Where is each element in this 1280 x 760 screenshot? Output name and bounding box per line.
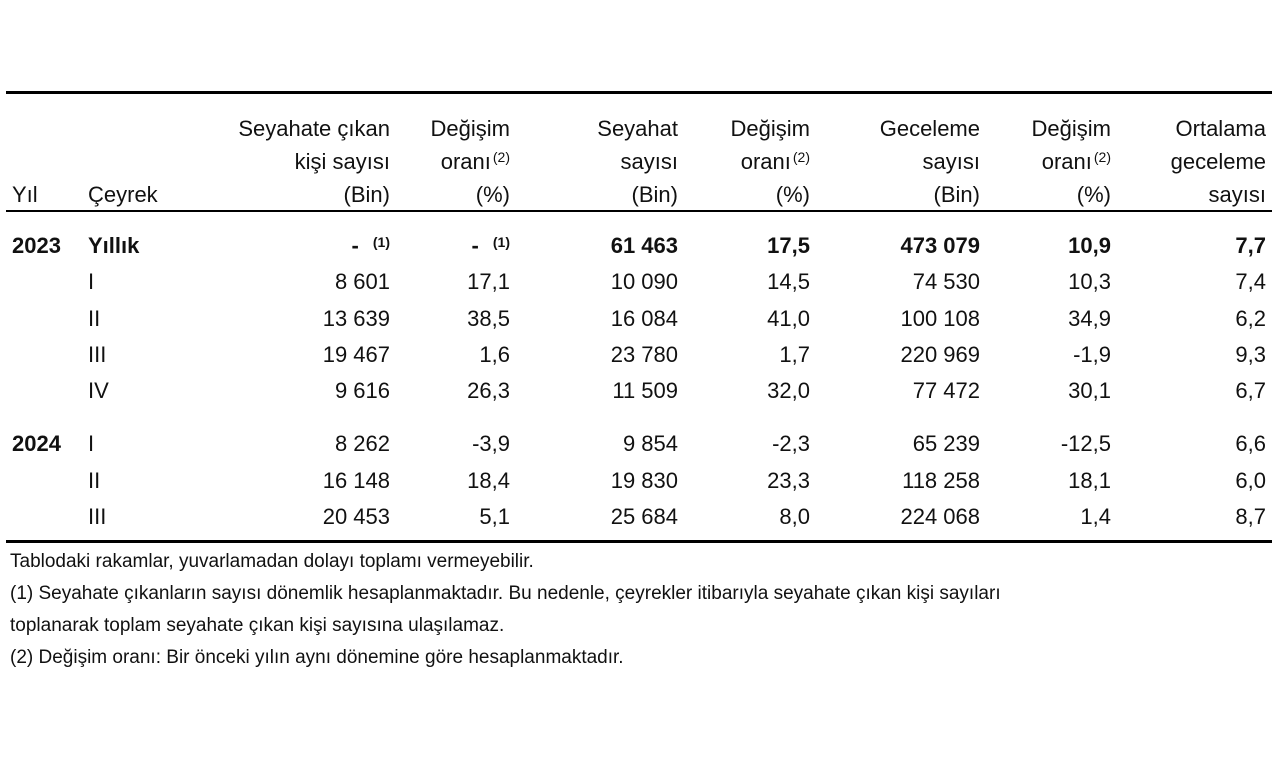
header-nights [830, 112, 980, 211]
header-change-trips-line1: Değişim [730, 116, 810, 141]
cell-change-travelers [400, 229, 510, 263]
cell-change-trips: 8,0 [779, 504, 810, 529]
cell-nights: 74 530 [912, 269, 980, 294]
header-change-travelers-line1: Değişim [430, 116, 510, 141]
header-travelers-line1: Seyahate çıkan [238, 116, 390, 141]
cell-nights: 118 258 [902, 468, 980, 493]
cell-change-travelers: -3,9 [472, 431, 510, 456]
cell-change-nights: 1,4 [1080, 504, 1111, 529]
header-avg-nights-line2: geceleme [1170, 149, 1266, 174]
cell-avg-nights: 6,2 [1235, 306, 1266, 331]
header-change-nights [990, 112, 1111, 211]
cell-nights: 220 969 [900, 342, 980, 367]
header-change-travelers-unit: (%) [475, 182, 510, 207]
cell-change-trips: 41,0 [767, 306, 810, 331]
header-change-travelers-line2: oranı [440, 149, 491, 174]
cell-nights: 224 068 [900, 504, 980, 529]
table-bottom-rule [6, 540, 1272, 543]
header-travelers-line2: kişi sayısı [294, 149, 390, 174]
cell-trips: 16 084 [610, 306, 678, 331]
cell-travelers: 16 148 [322, 468, 390, 493]
header-change-nights-line1: Değişim [1031, 116, 1111, 141]
cell-trips: 23 780 [610, 342, 678, 367]
cell-trips: 11 509 [612, 378, 678, 403]
table-top-rule [6, 91, 1272, 94]
table-footnotes [10, 546, 1260, 674]
header-change-nights-footnote: (2) [1093, 149, 1111, 165]
cell-period: I [88, 431, 95, 456]
cell-travelers: 20 453 [322, 504, 390, 529]
cell-travelers: 8 601 [334, 269, 390, 294]
header-change-nights-unit: (%) [1076, 182, 1111, 207]
cell-trips: 10 090 [610, 269, 678, 294]
header-year [12, 178, 38, 211]
cell-period: III [88, 504, 107, 529]
cell-travelers: 8 262 [334, 431, 390, 456]
cell-period: IV [88, 378, 109, 403]
cell-change-trips: 23,3 [767, 468, 810, 493]
cell-year: 2023 [12, 233, 61, 258]
cell-change-trips: 14,5 [767, 269, 810, 294]
cell-change-travelers: 38,5 [467, 306, 510, 331]
cell-change-trips: 17,5 [767, 233, 810, 258]
header-quarter [88, 178, 158, 211]
cell-change-travelers: 17,1 [467, 269, 510, 294]
cell-nights: 77 472 [912, 378, 980, 403]
header-travelers [180, 112, 390, 211]
cell-trips: 9 854 [622, 431, 678, 456]
cell-avg-nights: 7,4 [1235, 269, 1266, 294]
header-trips-line1: Seyahat [597, 116, 678, 141]
cell-trips: 19 830 [610, 468, 678, 493]
footnote-rounding: Tablodaki rakamlar, yuvarlamadan dolayı toplamı vermeyebilir. [10, 551, 534, 572]
header-nights-line2: sayısı [922, 149, 980, 174]
header-change-trips-footnote: (2) [792, 149, 810, 165]
cell-period: Yıllık [88, 233, 140, 258]
cell-travelers: 19 467 [322, 342, 390, 367]
footnote-1-line1: (1) Seyahate çıkanların sayısı dönemlik hesaplanmaktadır. Bu nedenle, çeyrekler itibarıyla seyahate çıkan kişi sayıları [10, 583, 1001, 604]
header-change-nights-line2: oranı [1041, 149, 1092, 174]
cell-avg-nights: 6,6 [1235, 431, 1266, 456]
cell-change-nights: -1,9 [1073, 342, 1111, 367]
cell-change-travelers: 5,1 [479, 504, 510, 529]
cell-travelers: 9 616 [334, 378, 390, 403]
cell-avg-nights: 8,7 [1235, 504, 1266, 529]
cell-change-nights: 30,1 [1068, 378, 1111, 403]
cell-change-travelers: 1,6 [479, 342, 510, 367]
header-nights-unit: (Bin) [933, 182, 980, 207]
cell-period: III [88, 342, 107, 367]
cell-period: II [88, 306, 101, 331]
cell-trips: 25 684 [610, 504, 678, 529]
footnote-1-line2: toplanarak toplam seyahate çıkan kişi sayısına ulaşılamaz. [10, 615, 505, 636]
cell-change-trips: 1,7 [779, 342, 810, 367]
cell-change-travelers-footnote: (1) [492, 234, 510, 250]
cell-year: 2024 [12, 431, 61, 456]
cell-nights: 100 108 [900, 306, 980, 331]
header-change-trips [690, 112, 810, 211]
header-avg-nights-line3: sayısı [1208, 182, 1266, 207]
cell-change-nights: 10,9 [1068, 233, 1111, 258]
cell-nights: 65 239 [912, 431, 980, 456]
header-change-travelers-footnote: (2) [492, 149, 510, 165]
header-quarter-label: Çeyrek [88, 182, 158, 207]
cell-change-trips: 32,0 [767, 378, 810, 403]
footnote-2: (2) Değişim oranı: Bir önceki yılın aynı dönemine göre hesaplanmaktadır. [10, 647, 624, 668]
cell-change-nights: 34,9 [1068, 306, 1111, 331]
cell-change-travelers-value: - [471, 233, 479, 258]
cell-avg-nights: 7,7 [1235, 233, 1266, 258]
cell-period: I [88, 269, 95, 294]
cell-travelers-value: - [351, 233, 359, 258]
cell-avg-nights: 6,0 [1235, 468, 1266, 493]
header-change-trips-line2: oranı [740, 149, 791, 174]
cell-trips: 61 463 [610, 233, 678, 258]
header-avg-nights [1130, 112, 1266, 211]
cell-avg-nights: 9,3 [1235, 342, 1266, 367]
header-trips-unit: (Bin) [631, 182, 678, 207]
cell-period: II [88, 468, 101, 493]
cell-avg-nights: 6,7 [1235, 378, 1266, 403]
cell-change-trips: -2,3 [772, 431, 810, 456]
header-change-trips-unit: (%) [775, 182, 810, 207]
cell-travelers [180, 229, 390, 263]
cell-change-nights: 18,1 [1068, 468, 1111, 493]
header-trips [540, 112, 678, 211]
cell-travelers: 13 639 [322, 306, 390, 331]
header-change-travelers [400, 112, 510, 211]
cell-change-nights: -12,5 [1060, 431, 1111, 456]
cell-travelers-footnote: (1) [372, 234, 390, 250]
header-avg-nights-line1: Ortalama [1175, 116, 1266, 141]
cell-change-travelers: 18,4 [467, 468, 510, 493]
header-year-label: Yıl [12, 182, 38, 207]
header-trips-line2: sayısı [620, 149, 678, 174]
header-nights-line1: Geceleme [879, 116, 980, 141]
header-travelers-unit: (Bin) [343, 182, 390, 207]
cell-nights: 473 079 [900, 233, 980, 258]
cell-change-travelers: 26,3 [467, 378, 510, 403]
cell-change-nights: 10,3 [1068, 269, 1111, 294]
